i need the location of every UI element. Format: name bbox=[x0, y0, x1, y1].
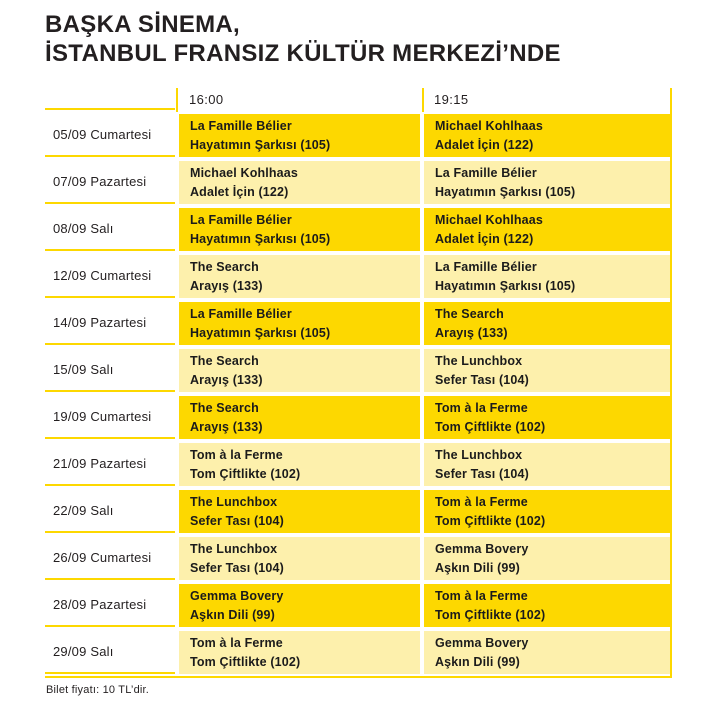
screening-cell bbox=[424, 208, 670, 251]
film-original-title: The Lunchbox bbox=[190, 541, 278, 556]
film-original-title: Tom à la Ferme bbox=[190, 447, 283, 462]
film-original-title: La Famille Bélier bbox=[190, 118, 292, 133]
film-turkish-title: Hayatımın Şarkısı (105) bbox=[190, 231, 331, 246]
screening-cell bbox=[179, 302, 420, 345]
film-original-title: Michael Kohlhaas bbox=[190, 165, 298, 180]
screening-cell bbox=[424, 490, 670, 533]
film-turkish-title: Tom Çiftlikte (102) bbox=[435, 419, 546, 434]
page-title-line2: İSTANBUL FRANSIZ KÜLTÜR MERKEZİ’NDE bbox=[45, 40, 561, 67]
date-cell: 12/09 Cumartesi bbox=[45, 255, 175, 298]
film-original-title: La Famille Bélier bbox=[435, 259, 537, 274]
film-original-title: Tom à la Ferme bbox=[435, 588, 528, 603]
film-original-title: Tom à la Ferme bbox=[435, 400, 528, 415]
film-turkish-title: Aşkın Dili (99) bbox=[435, 560, 520, 575]
screening-cell bbox=[179, 396, 420, 439]
screening-cell bbox=[424, 631, 670, 674]
screening-cell bbox=[424, 443, 670, 486]
date-column-header bbox=[45, 88, 175, 110]
film-turkish-title: Sefer Tası (104) bbox=[190, 560, 284, 575]
screening-cell bbox=[424, 114, 670, 157]
screening-cell bbox=[179, 584, 420, 627]
film-original-title: Tom à la Ferme bbox=[190, 635, 283, 650]
film-turkish-title: Aşkın Dili (99) bbox=[190, 607, 275, 622]
film-original-title: Gemma Bovery bbox=[435, 635, 529, 650]
film-turkish-title: Hayatımın Şarkısı (105) bbox=[190, 137, 331, 152]
screening-cell bbox=[179, 490, 420, 533]
screening-cell bbox=[424, 396, 670, 439]
film-turkish-title: Adalet İçin (122) bbox=[435, 231, 534, 246]
film-original-title: Gemma Bovery bbox=[190, 588, 284, 603]
film-turkish-title: Tom Çiftlikte (102) bbox=[190, 654, 301, 669]
date-cell: 22/09 Salı bbox=[45, 490, 175, 533]
film-turkish-title: Tom Çiftlikte (102) bbox=[435, 607, 546, 622]
film-turkish-title: Arayış (133) bbox=[190, 278, 263, 293]
screening-cell bbox=[179, 631, 420, 674]
film-original-title: The Search bbox=[190, 353, 259, 368]
date-cell: 05/09 Cumartesi bbox=[45, 114, 175, 157]
film-turkish-title: Tom Çiftlikte (102) bbox=[435, 513, 546, 528]
film-turkish-title: Arayış (133) bbox=[190, 372, 263, 387]
screening-cell bbox=[424, 302, 670, 345]
screening-cell bbox=[424, 584, 670, 627]
screening-cell bbox=[179, 537, 420, 580]
film-turkish-title: Sefer Tası (104) bbox=[435, 372, 529, 387]
film-original-title: The Search bbox=[190, 400, 259, 415]
screening-cell bbox=[179, 349, 420, 392]
film-original-title: Gemma Bovery bbox=[435, 541, 529, 556]
film-turkish-title: Arayış (133) bbox=[435, 325, 508, 340]
ticket-price-note: Bilet fiyatı: 10 TL’dir. bbox=[46, 684, 150, 696]
date-cell: 21/09 Pazartesi bbox=[45, 443, 175, 486]
film-original-title: The Lunchbox bbox=[190, 494, 278, 509]
film-original-title: La Famille Bélier bbox=[435, 165, 537, 180]
screening-cell bbox=[179, 255, 420, 298]
screening-cell bbox=[179, 443, 420, 486]
film-turkish-title: Arayış (133) bbox=[190, 419, 263, 434]
header-divider-line-1 bbox=[176, 88, 178, 112]
time-header-1915: 19:15 bbox=[424, 88, 670, 110]
page-title-line1: BAŞKA SİNEMA, bbox=[45, 11, 241, 38]
time-header-1600: 16:00 bbox=[179, 88, 420, 110]
film-turkish-title: Adalet İçin (122) bbox=[435, 137, 534, 152]
film-original-title: Michael Kohlhaas bbox=[435, 212, 543, 227]
film-turkish-title: Hayatımın Şarkısı (105) bbox=[190, 325, 331, 340]
film-turkish-title: Hayatımın Şarkısı (105) bbox=[435, 184, 576, 199]
screening-cell bbox=[179, 161, 420, 204]
screening-cell bbox=[424, 255, 670, 298]
film-turkish-title: Aşkın Dili (99) bbox=[435, 654, 520, 669]
film-turkish-title: Tom Çiftlikte (102) bbox=[190, 466, 301, 481]
film-turkish-title: Hayatımın Şarkısı (105) bbox=[435, 278, 576, 293]
screening-cell bbox=[179, 208, 420, 251]
film-original-title: Tom à la Ferme bbox=[435, 494, 528, 509]
table-bottom-line bbox=[45, 676, 672, 678]
film-turkish-title: Sefer Tası (104) bbox=[190, 513, 284, 528]
date-cell: 07/09 Pazartesi bbox=[45, 161, 175, 204]
date-cell: 15/09 Salı bbox=[45, 349, 175, 392]
film-original-title: La Famille Bélier bbox=[190, 212, 292, 227]
screening-cell bbox=[424, 349, 670, 392]
date-cell: 28/09 Pazartesi bbox=[45, 584, 175, 627]
screening-cell bbox=[424, 161, 670, 204]
film-original-title: Michael Kohlhaas bbox=[435, 118, 543, 133]
film-turkish-title: Adalet İçin (122) bbox=[190, 184, 289, 199]
film-turkish-title: Sefer Tası (104) bbox=[435, 466, 529, 481]
date-cell: 14/09 Pazartesi bbox=[45, 302, 175, 345]
date-cell: 26/09 Cumartesi bbox=[45, 537, 175, 580]
page-title bbox=[45, 10, 561, 68]
date-cell: 08/09 Salı bbox=[45, 208, 175, 251]
film-original-title: The Lunchbox bbox=[435, 353, 523, 368]
film-original-title: The Search bbox=[435, 306, 504, 321]
film-original-title: The Lunchbox bbox=[435, 447, 523, 462]
schedule-table bbox=[45, 88, 670, 674]
screening-cell bbox=[424, 537, 670, 580]
screening-cell bbox=[179, 114, 420, 157]
film-original-title: The Search bbox=[190, 259, 259, 274]
date-cell: 29/09 Salı bbox=[45, 631, 175, 674]
table-right-edge-line bbox=[670, 88, 672, 678]
date-cell: 19/09 Cumartesi bbox=[45, 396, 175, 439]
film-original-title: La Famille Bélier bbox=[190, 306, 292, 321]
